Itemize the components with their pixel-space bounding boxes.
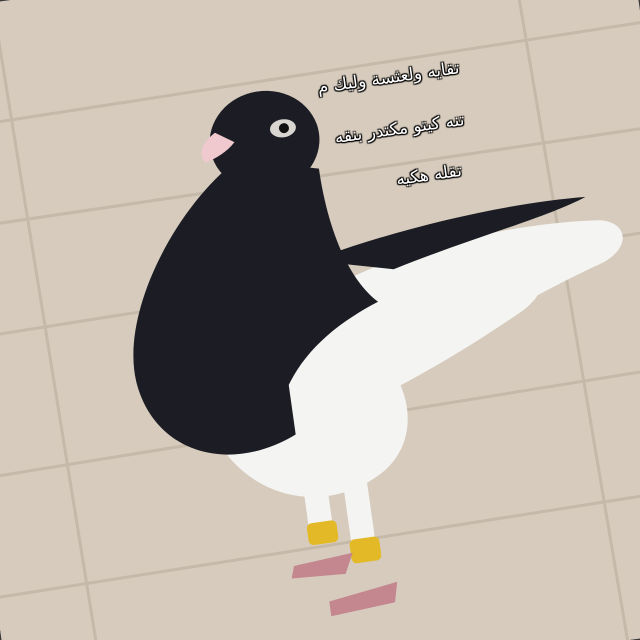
- caption-line-2: تنه كيتو مكتدر بنقه: [333, 110, 466, 149]
- caption-line-1: تقايه ولعثسة وليك م: [316, 58, 461, 98]
- caption-line-3: تقله هكيه: [394, 160, 464, 190]
